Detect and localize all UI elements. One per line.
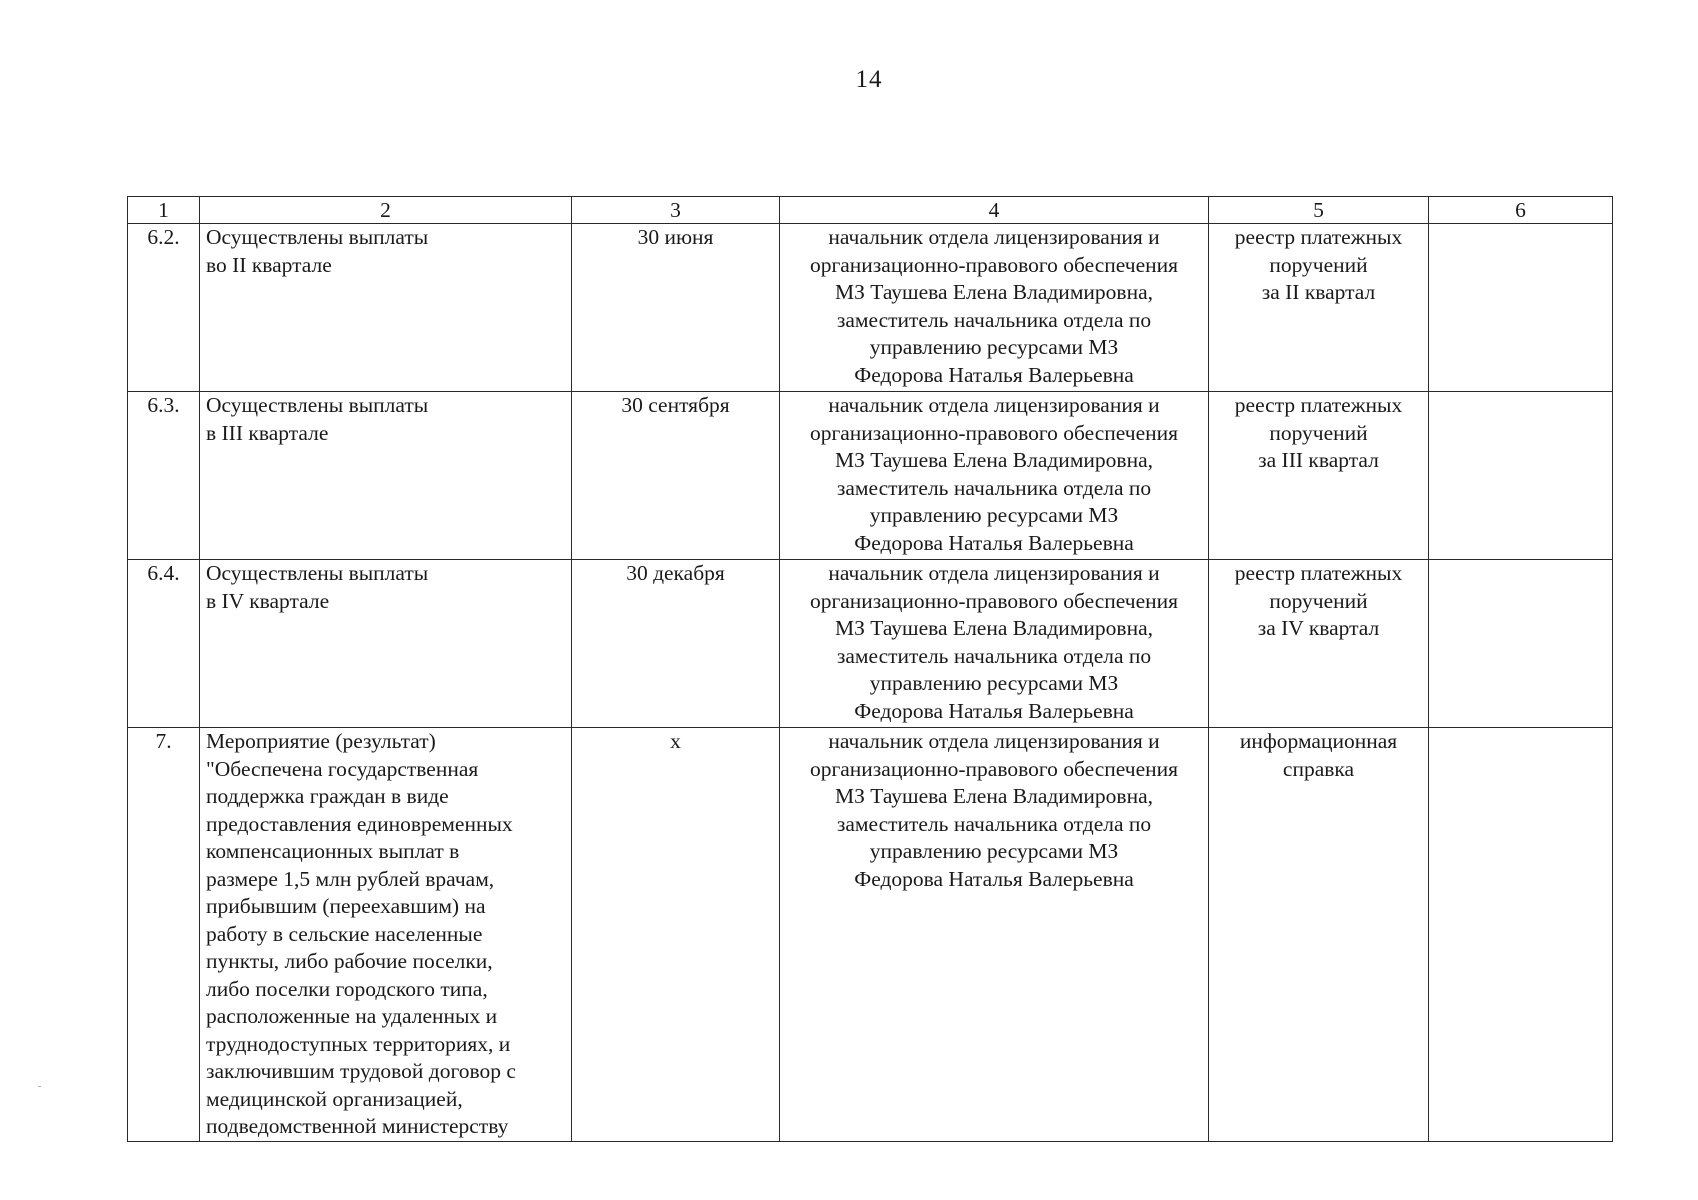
row-responsible: начальник отдела лицензирования и организационно-правового обеспечения МЗ Таушева Елена Владимировна, заместитель начальника отдела по управлению ресурсами МЗ Федорова Наталья Валерьевна xyxy=(780,392,1209,560)
header-cell-1: 1 xyxy=(128,197,200,224)
row-event-name: Осуществлены выплаты в IV квартале xyxy=(200,560,572,728)
plan-table xyxy=(127,196,1613,1142)
table-row xyxy=(128,728,1613,1142)
row-note xyxy=(1429,392,1613,560)
header-cell-6: 6 xyxy=(1429,197,1613,224)
row-note xyxy=(1429,728,1613,1142)
row-number: 6.3. xyxy=(128,392,200,560)
row-event-name: Осуществлены выплаты во II квартале xyxy=(200,224,572,392)
row-document: реестр платежных поручений за IV квартал xyxy=(1209,560,1429,728)
row-note xyxy=(1429,224,1613,392)
scan-artifact-mark xyxy=(8,1133,120,1141)
row-document: реестр платежных поручений за II квартал xyxy=(1209,224,1429,392)
row-deadline: 30 декабря xyxy=(572,560,780,728)
row-number: 6.2. xyxy=(128,224,200,392)
row-event-name: Мероприятие (результат) "Обеспечена государственная поддержка граждан в виде предоставления единовременных компенсационных выплат в размере 1,5 млн рублей врачам, прибывшим (переехавшим) на работу в сельские населенные пункты, либо рабочие поселки, либо поселки городского типа, расположенные на удаленных и труднодоступных территориях, и заключившим трудовой договор с медицинской организацией, подведомственной министерству xyxy=(200,728,572,1142)
table-row xyxy=(128,392,1613,560)
row-document: информационная справка xyxy=(1209,728,1429,1142)
row-responsible: начальник отдела лицензирования и организационно-правового обеспечения МЗ Таушева Елена Владимировна, заместитель начальника отдела по управлению ресурсами МЗ Федорова Наталья Валерьевна xyxy=(780,728,1209,1142)
table-header-row xyxy=(128,197,1613,224)
table-row xyxy=(128,560,1613,728)
row-deadline: х xyxy=(572,728,780,1142)
scan-artifact xyxy=(38,1086,41,1087)
row-responsible: начальник отдела лицензирования и организационно-правового обеспечения МЗ Таушева Елена Владимировна, заместитель начальника отдела по управлению ресурсами МЗ Федорова Наталья Валерьевна xyxy=(780,224,1209,392)
header-cell-2: 2 xyxy=(200,197,572,224)
row-deadline: 30 июня xyxy=(572,224,780,392)
row-responsible: начальник отдела лицензирования и организационно-правового обеспечения МЗ Таушева Елена Владимировна, заместитель начальника отдела по управлению ресурсами МЗ Федорова Наталья Валерьевна xyxy=(780,560,1209,728)
row-number: 6.4. xyxy=(128,560,200,728)
row-number: 7. xyxy=(128,728,200,1142)
header-cell-3: 3 xyxy=(572,197,780,224)
row-note xyxy=(1429,560,1613,728)
table-row xyxy=(128,224,1613,392)
row-document: реестр платежных поручений за III квартал xyxy=(1209,392,1429,560)
row-event-name: Осуществлены выплаты в III квартале xyxy=(200,392,572,560)
header-cell-5: 5 xyxy=(1209,197,1429,224)
row-deadline: 30 сентября xyxy=(572,392,780,560)
header-cell-4: 4 xyxy=(780,197,1209,224)
page-number: 14 xyxy=(855,66,883,93)
